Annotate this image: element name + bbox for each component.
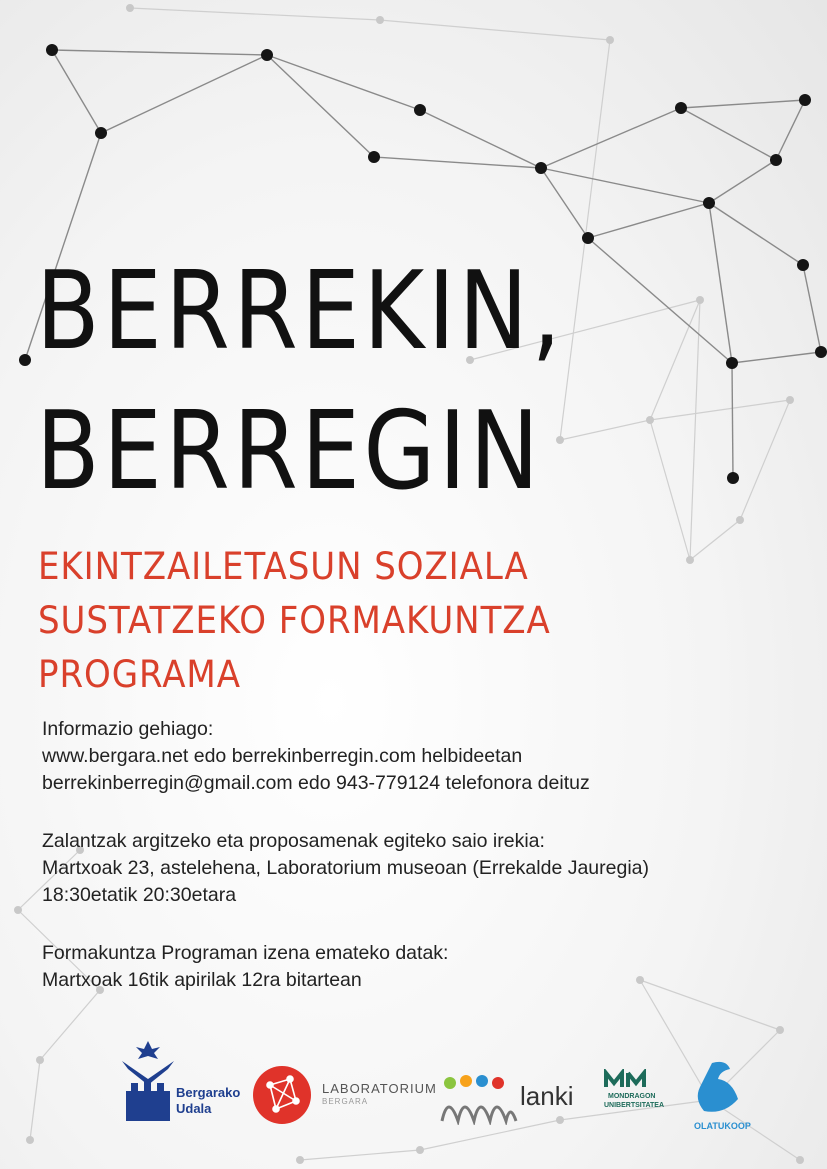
network-link [101, 55, 267, 133]
network-node [582, 232, 594, 244]
network-link [690, 520, 740, 560]
mondragon-logo [604, 1069, 664, 1139]
registration-heading: Formakuntza Programan izena emateko datak: [42, 942, 449, 964]
network-link [681, 108, 776, 160]
network-link [690, 300, 700, 560]
network-node [556, 436, 564, 444]
info-heading: Informazio gehiago: [42, 718, 214, 740]
session-heading: Zalantzak argitzeko eta proposamenak egiteko saio irekia: [42, 830, 545, 852]
network-node [797, 259, 809, 271]
bergara-name-1: Bergarako [176, 1085, 241, 1100]
network-node [646, 416, 654, 424]
network-link [709, 203, 732, 363]
network-node [703, 197, 715, 209]
network-node [726, 357, 738, 369]
info-more-block [42, 716, 590, 797]
info-websites[interactable]: www.bergara.net edo berrekinberregin.com helbideetan [42, 745, 523, 767]
network-node [770, 154, 782, 166]
bergara-name-2: Udala [176, 1101, 212, 1116]
subtitle-line: SUSTATZEKO FORMAKUNTZA [38, 599, 551, 642]
registration-dates: Martxoak 16tik apirilak 12ra bitartean [42, 969, 362, 991]
network-link [709, 160, 776, 203]
network-link [640, 980, 780, 1030]
network-node [126, 4, 134, 12]
laboratorium-name: LABORATORIUM [322, 1081, 437, 1096]
subtitle-line: EKINTZAILETASUN SOZIALA [38, 545, 529, 588]
subtitle [38, 540, 551, 702]
network-link [300, 1150, 420, 1160]
lanki-logo [438, 1073, 588, 1143]
mondragon-name-2: UNIBERTSITATEA [604, 1102, 665, 1109]
network-link [776, 100, 805, 160]
sponsor-logos [0, 1035, 827, 1145]
network-node [376, 16, 384, 24]
network-link [374, 157, 541, 168]
network-node [696, 296, 704, 304]
network-link [732, 363, 733, 478]
network-link [709, 203, 803, 265]
network-link [650, 420, 690, 560]
network-link [588, 203, 709, 238]
network-link [740, 400, 790, 520]
network-link [380, 20, 610, 40]
bergara-crest-icon [118, 1039, 178, 1123]
olatukoop-name: OLATUKOOP [694, 1121, 751, 1131]
network-node [736, 516, 744, 524]
title-line-2: BERREGIN [36, 389, 543, 514]
network-link [732, 352, 821, 363]
network-node [606, 36, 614, 44]
network-node [686, 556, 694, 564]
network-node [675, 102, 687, 114]
network-node [14, 906, 22, 914]
open-session-block [42, 828, 649, 909]
network-link [130, 8, 380, 20]
network-node [296, 1156, 304, 1164]
olatukoop-logo [692, 1059, 762, 1139]
network-link [560, 420, 650, 440]
network-node [95, 127, 107, 139]
network-link [267, 55, 420, 110]
bergarako-udala-logo [118, 1039, 241, 1127]
registration-block [42, 940, 448, 994]
session-time: 18:30etatik 20:30etara [42, 884, 237, 906]
network-node [776, 1026, 784, 1034]
network-node [786, 396, 794, 404]
network-link [588, 238, 732, 363]
laboratorium-sub: BERGARA [322, 1097, 369, 1106]
network-link [681, 100, 805, 108]
network-link [541, 168, 709, 203]
network-link [803, 265, 821, 352]
lanki-name: lanki [520, 1081, 574, 1111]
network-link [52, 50, 101, 133]
network-link [541, 108, 681, 168]
olatukoop-wave-icon [692, 1059, 742, 1119]
network-node [414, 104, 426, 116]
info-contact[interactable]: berrekinberregin@gmail.com edo 943-779124 telefonora deituz [42, 772, 590, 794]
laboratorium-logo [252, 1065, 437, 1137]
network-node [727, 472, 739, 484]
network-node [368, 151, 380, 163]
network-link [52, 50, 267, 55]
laboratorium-network-icon [252, 1065, 312, 1125]
network-node [799, 94, 811, 106]
session-date-place: Martxoak 23, astelehena, Laboratorium museoan (Errekalde Jauregia) [42, 857, 649, 879]
network-link [267, 55, 374, 157]
network-node [796, 1156, 804, 1164]
network-link [650, 300, 700, 420]
network-link [541, 168, 588, 238]
network-node [815, 346, 827, 358]
network-link [420, 110, 541, 168]
network-node [261, 49, 273, 61]
network-node [19, 354, 31, 366]
title-line-1: BERREKIN, [36, 249, 565, 374]
network-node [46, 44, 58, 56]
lanki-people-icon [438, 1073, 518, 1125]
subtitle-line: PROGRAMA [38, 653, 241, 696]
network-node [535, 162, 547, 174]
network-node [636, 976, 644, 984]
mondragon-mark-icon [604, 1069, 648, 1089]
mondragon-name-1: MONDRAGON [608, 1093, 656, 1100]
network-node [416, 1146, 424, 1154]
network-link [650, 400, 790, 420]
